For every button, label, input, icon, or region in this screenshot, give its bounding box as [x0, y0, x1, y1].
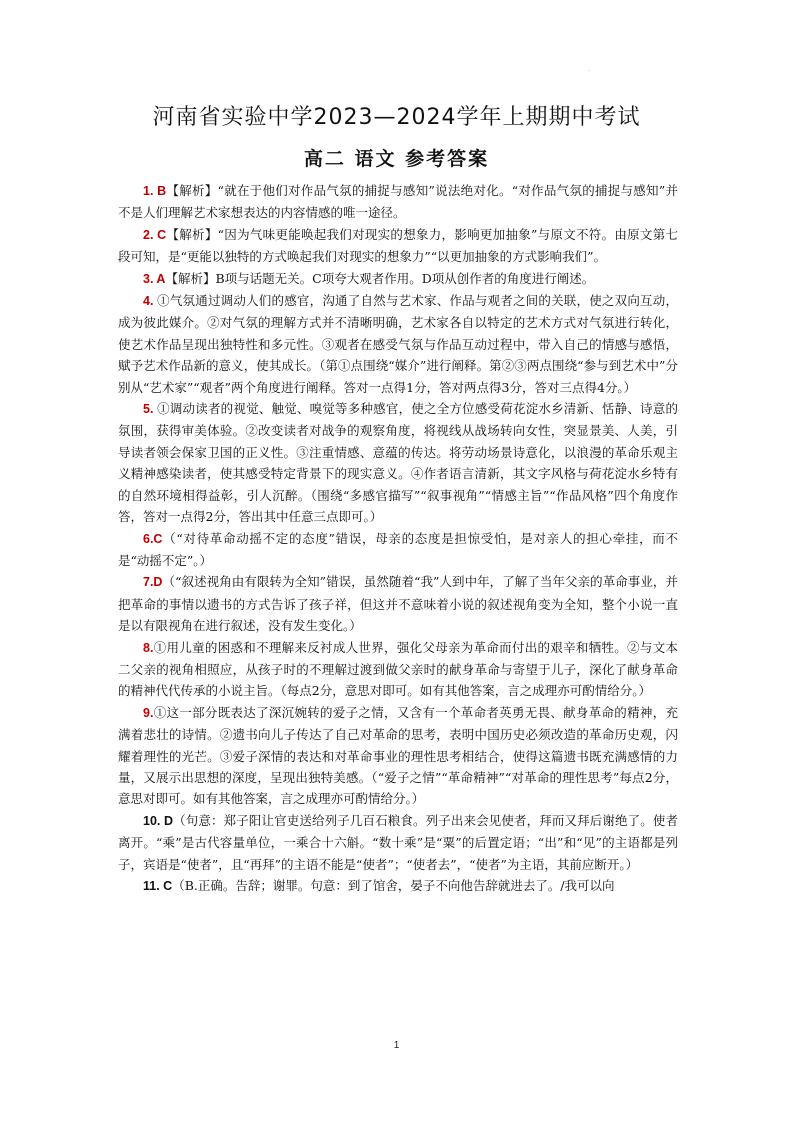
answer-item: [118, 290, 678, 398]
answer-text: 【解析】“就在于他们对作品气氛的捕捉与感知”说法绝对化。“对作品气氛的捕捉与感知”并不是人们理解艺术家想表达的内容情感的唯一途径。: [118, 183, 678, 221]
answer-item: [118, 528, 678, 572]
answer-text: 【解析】B项与话题无关。C项夸大观者作用。D项从创作者的角度进行阐述。: [165, 270, 595, 286]
answer-text: ①调动读者的视觉、触觉、嗅觉等多种感官，使之全方位感受荷花淀水乡清新、恬静、诗意的氛围，获得审美体验。②改变读者对战争的观察角度，将视线从战场转向女性，突显景美、人美，引导读者领会保家卫国的正义性。③注重情感、意蕴的传达。将劳动场景诗意化，以浪漫的革命乐观主义精神感染读者，使其感受特定背景下的现实意义。④作者语言清新，其文字风格与荷花淀水乡特有的自然环境相得益彰，引人沉醉。（围绕“多感官描写”“叙事视角”“情感主旨”“作品风格”四个角度作答，答对一点得2分，答出其中任意三点即可。）: [118, 401, 678, 525]
answer-number: 5.: [143, 402, 158, 417]
page-number: 1: [393, 1040, 400, 1051]
answer-text: ①气氛通过调动人们的感官，沟通了自然与艺术家、作品与观者之间的关联，使之双向互动，成为彼此媒介。②对气氛的理解方式并不清晰明确，艺术家各自以特定的艺术方式对气氛进行转化，使艺术作品呈现出独特性和多元性。③观者在感受气氛与作品互动过程中，带入自己的情感与感悟，赋予艺术作品新的意义，使其成长。（第①点围绕“媒介”进行阐释。第②③两点围绕“参与到艺术中”分别从“艺术家”“观者”两个角度进行阐释。答对一点得1分，答对两点得3分，答对三点得4分。）: [118, 293, 678, 395]
answer-number: 3. A: [143, 271, 166, 286]
answer-text: ①用儿童的困惑和不理解来反衬成人世界，强化父母亲为革命而付出的艰辛和牺牲。②与文本二父亲的视角相照应，从孩子时的不理解过渡到做父亲时的献身革命与寄望于儿子，深化了献身革命的精神代代传承的小说主旨。（每点2分，意思对即可。如有其他答案，言之成理亦可酌情给分。）: [118, 639, 678, 699]
answer-number: 2. C: [143, 227, 167, 242]
answer-text: ①这一部分既表达了深沉婉转的爱子之情，又含有一个革命者英勇无畏、献身革命的精神，充满着悲壮的诗情。②遗书向儿子传达了自己对革命的思考，表明中国历史必须改造的革命历史观，闪耀着理性的光芒。③爱子深情的表达和对革命事业的理性思考相结合，使得这篇遗书既充满感情的力量，又展示出思想的深度，呈现出独特美感。（“爱子之情”“革命精神”“对革命的理性思考”每点2分，意思对即可。如有其他答案，言之成理亦可酌情给分。）: [118, 704, 678, 807]
answer-number: 8.: [143, 640, 154, 655]
answer-number: 11. C: [143, 879, 173, 893]
scan-mark: ·: [588, 68, 590, 75]
answer-item: [118, 180, 678, 224]
answer-number: 10. D: [143, 813, 174, 828]
answer-number: 9.: [143, 705, 154, 720]
answer-item: [118, 702, 678, 810]
answer-list: [118, 180, 678, 897]
answer-item: [118, 810, 678, 875]
page-subtitle: 高二 语文 参考答案: [303, 148, 490, 170]
answer-item: [118, 637, 678, 702]
answer-number: 4.: [143, 294, 158, 309]
answer-item: [118, 571, 678, 636]
answer-text: 【解析】“因为气味更能唤起我们对现实的想象力，影响更加抽象”与原文不符。由原文第七段可知，是“更能以独特的方式唤起我们对现实的想象力”“以更加抽象的方式影响我们”。: [118, 226, 678, 265]
answer-text: （B.正确。告辞；谢罪。句意：到了馆舍，晏子不向他告辞就进去了。/我可以向: [172, 878, 615, 893]
answer-text: （“叙述视角由有限转为全知”错误，虽然随着“我”人到中年，了解了当年父亲的革命事业，并把革命的事情以遗书的方式告诉了孩子祥，但这并不意味着小说的叙述视角变为全知，整个小说一直是以有限视角在进行叙述，没有发生变化。）: [118, 574, 678, 634]
answer-item: [118, 875, 678, 897]
answer-text: （“对待革命动摇不定的态度”错误，母亲的态度是担惊受怕，是对亲人的担心牵挂，而不是“动摇不定”。）: [118, 530, 678, 568]
answer-item: [118, 224, 678, 268]
answer-item: [118, 268, 678, 290]
answer-number: 6.C: [143, 531, 163, 546]
page-title: 河南省实验中学2023—2024学年上期期中考试: [152, 105, 641, 130]
answer-item: [118, 398, 678, 527]
answer-number: 7.D: [143, 575, 163, 590]
answer-number: 1. B: [143, 184, 167, 198]
answer-text: （句意：郑子阳让官吏送给列子几百石粮食。列子出来会见使者，拜而又拜后谢绝了。使者离开。“乘”是古代容量单位，一乘合十六斛。“数十乘”是“粟”的后置定语；“出”和“见”的主语都是列子，宾语是“使者”，且“再拜”的主语不能是“使者”；“使者去”，“使者”为主语，其前应断开。）: [118, 812, 678, 872]
